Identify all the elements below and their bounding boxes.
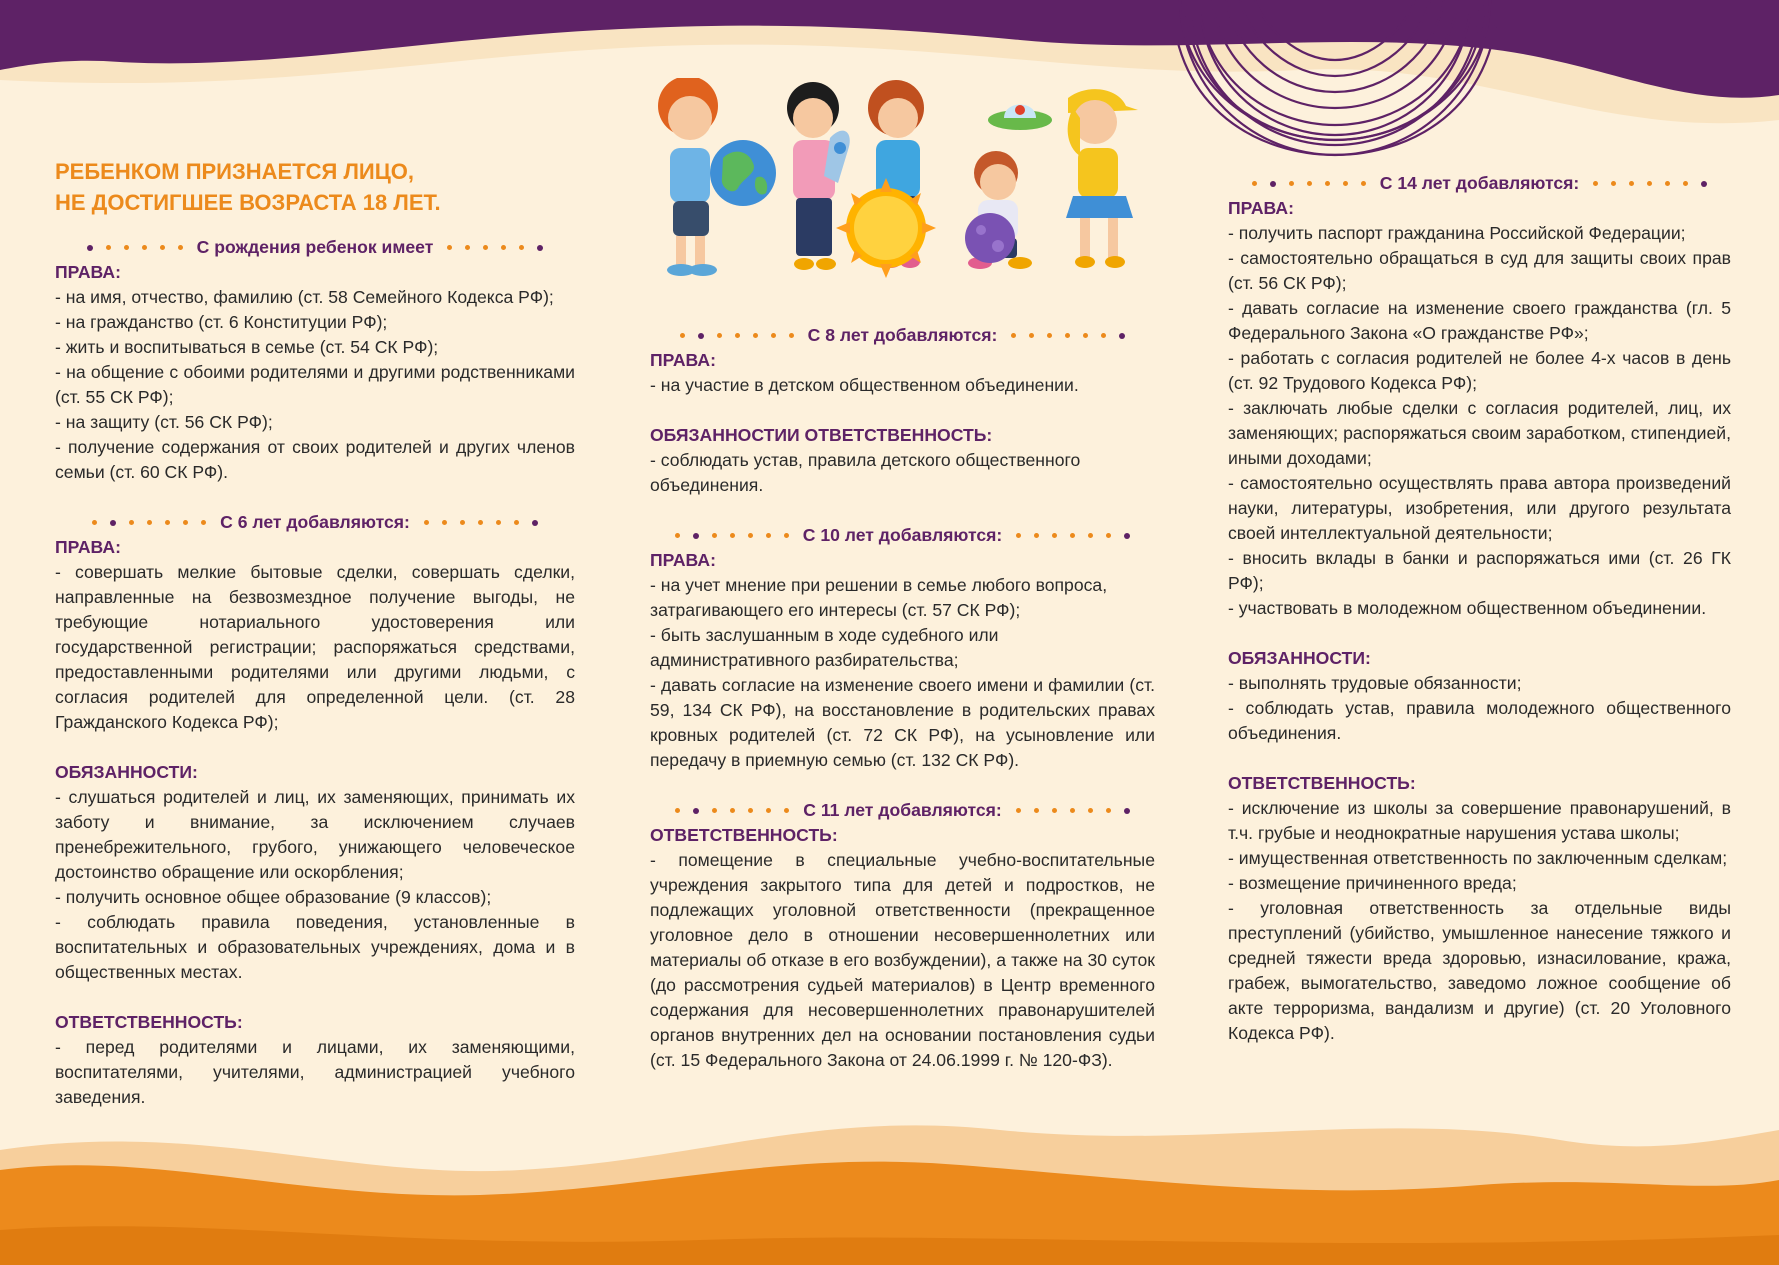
- list-item: - перед родителями и лицами, их заменяющими, воспитателями, учителями, администрацией учебного заведения.: [55, 1037, 575, 1107]
- list-item: - имущественная ответственность по заключенным сделкам;: [1228, 848, 1728, 868]
- list-item: - возмещение причиненного вреда;: [1228, 873, 1517, 893]
- age8-rights-label: ПРАВА:: [650, 350, 716, 370]
- planet-icon: [965, 213, 1015, 263]
- section-age10-heading: [650, 523, 1155, 548]
- list-item: - жить и воспитываться в семье (ст. 54 СК РФ);: [55, 337, 439, 357]
- headline-line-1: РЕБЕНКОМ ПРИЗНАЕТСЯ ЛИЦО,: [55, 159, 415, 184]
- middle-column: [650, 323, 1155, 1073]
- section-age8-heading: [650, 323, 1155, 348]
- main-headline: [55, 156, 575, 218]
- list-item: - на общение с обоими родителями и другими родственниками (ст. 55 СК РФ);: [55, 362, 575, 407]
- section-age11-title: С 11 лет добавляются:: [803, 800, 1002, 820]
- section-age14-heading: [1228, 171, 1731, 196]
- list-item: - выполнять трудовые обязанности;: [1228, 673, 1522, 693]
- list-item: - работать с согласия родителей не более 4-х часов в день (ст. 92 Трудового Кодекса РФ);: [1228, 348, 1731, 393]
- age14-rights-label: ПРАВА:: [1228, 198, 1294, 218]
- section-birth-heading: [55, 235, 575, 260]
- dots-left: [675, 808, 789, 814]
- age6-resp-label: ОТВЕТСТВЕННОСТЬ:: [55, 1012, 243, 1032]
- girl-figure-4: [1066, 89, 1138, 268]
- dots-right: [447, 245, 543, 251]
- age6-rights-label: ПРАВА:: [55, 537, 121, 557]
- headline-line-2: НЕ ДОСТИГШЕЕ ВОЗРАСТА 18 ЛЕТ.: [55, 190, 441, 215]
- list-item: - уголовная ответственность за отдельные виды преступлений (убийство, умышленное нанесение тяжкого и средней тяжести вреда здоровью, изнасилование, кража, грабеж, вымогательство, заведомо ложное сообщение об акте терроризма, вандализм и другие) (ст. 20 Уголовного Кодекса РФ).: [1228, 898, 1731, 1043]
- list-item: - на имя, отчество, фамилию (ст. 58 Семейного Кодекса РФ);: [55, 287, 554, 307]
- list-item: - давать согласие на изменение своего гражданства (гл. 5 Федерального Закона «О гражданстве РФ»;: [1228, 298, 1731, 343]
- age8-duties-label: ОБЯЗАННОСТИИ ОТВЕТСТВЕННОСТЬ:: [650, 425, 993, 445]
- list-item: - совершать мелкие бытовые сделки, совершать сделки, направленные на безвозмездное получение выгоды, не требующие нотариального удостоверения или государственной регистрации; распоряжаться средствами, предоставленными родителями или другими людьми, с согласия родителей для определенной цели. (ст. 28 Гражданского Кодекса РФ);: [55, 562, 575, 732]
- list-item: - вносить вклады в банки и распоряжаться ими (ст. 26 ГК РФ);: [1228, 548, 1731, 593]
- section-age8-title: С 8 лет добавляются:: [807, 325, 998, 345]
- left-column: [55, 156, 575, 1110]
- birth-rights-label: ПРАВА:: [55, 262, 121, 282]
- age11-resp-label: ОТВЕТСТВЕННОСТЬ:: [650, 825, 838, 845]
- section-age10-title: С 10 лет добавляются:: [802, 525, 1003, 545]
- age6-duties-label: ОБЯЗАННОСТИ:: [55, 762, 198, 782]
- section-age6-heading: [55, 510, 575, 535]
- ufo-icon: [988, 105, 1052, 131]
- boy-figure: [658, 78, 718, 276]
- list-item: - давать согласие на изменение своего имени и фамилии (ст. 59, 134 СК РФ), на восстановление в родительских правах кровных родителей (ст. 72 СК РФ), на усыновление или передачу в приемную семью (ст. 132 СК РФ).: [650, 675, 1155, 770]
- list-item: - на гражданство (ст. 6 Конституции РФ);: [55, 312, 388, 332]
- dots-left: [680, 333, 794, 339]
- dots-right: [424, 520, 538, 526]
- list-item: - получение содержания от своих родителей и других членов семьи (ст. 60 СК РФ).: [55, 437, 575, 482]
- list-item: - самостоятельно осуществлять права автора произведений науки, литературы, изобретения, или другого результата своей интеллектуальной деятельности;: [1228, 473, 1731, 543]
- dots-left: [675, 533, 789, 539]
- section-birth-title: С рождения ребенок имеет: [196, 237, 434, 257]
- sun-icon: [836, 178, 936, 278]
- dots-right: [1011, 333, 1125, 339]
- section-age14-title: С 14 лет добавляются:: [1379, 173, 1580, 193]
- dots-left: [87, 245, 183, 251]
- list-item: - на учет мнение при решении в семье любого вопроса, затрагивающего его интересы (ст. 57 СК РФ);: [650, 575, 1108, 620]
- section-age11-heading: [650, 798, 1155, 823]
- dots-right: [1016, 533, 1130, 539]
- section-age6-title: С 6 лет добавляются:: [220, 512, 410, 532]
- kids-illustration: [648, 78, 1168, 288]
- list-item: - получить паспорт гражданина Российской Федерации;: [1228, 223, 1686, 243]
- age10-rights-label: ПРАВА:: [650, 550, 716, 570]
- list-item: - исключение из школы за совершение правонарушений, в т.ч. грубые и неоднократные нарушения устава школы;: [1228, 798, 1731, 843]
- list-item: - на защиту (ст. 56 СК РФ);: [55, 412, 273, 432]
- list-item: - быть заслушанным в ходе судебного или административного разбирательства;: [650, 625, 999, 670]
- list-item: - соблюдать правила поведения, установленные в воспитательных и образовательных учреждениях, дома и в общественных местах.: [55, 912, 575, 982]
- list-item: - помещение в специальные учебно-воспитательные учреждения закрытого типа для детей и подростков, не подлежащих уголовной ответственности (прекращенное уголовное дело в отношении несовершеннолетних или материалы об отказе в его возбуждении), а также на 30 суток (до рассмотрения судьей материалов) в Центр временного содержания для несовершеннолетних правонарушителей органов внутренних дел на основании постановления судьи (ст. 15 Федерального Закона от 24.06.1999 г. № 120-ФЗ).: [650, 850, 1155, 1070]
- list-item: - слушаться родителей и лиц, их заменяющих, принимать их заботу и внимание, за исключением случаев пренебрежительного, грубого, унижающего человеческое достоинство обращение или оскорбления;: [55, 787, 575, 882]
- dots-right: [1593, 181, 1707, 187]
- list-item: - на участие в детском общественном объединении.: [650, 375, 1079, 395]
- dots-left: [92, 520, 206, 526]
- list-item: - соблюдать устав, правила детского общественного объединения.: [650, 450, 1081, 495]
- list-item: - получить основное общее образование (9 классов);: [55, 887, 492, 907]
- right-column: [1228, 171, 1731, 1046]
- list-item: - заключать любые сделки с согласия родителей, лиц, их заменяющих; распоряжаться своим заработком, стипендией, иными доходами;: [1228, 398, 1731, 468]
- dots-right: [1016, 808, 1130, 814]
- globe-icon: [710, 140, 776, 206]
- dots-left: [1252, 181, 1366, 187]
- list-item: - участвовать в молодежном общественном объединении.: [1228, 598, 1707, 618]
- list-item: - соблюдать устав, правила молодежного общественного объединения.: [1228, 698, 1731, 743]
- age14-duties-label: ОБЯЗАННОСТИ:: [1228, 648, 1371, 668]
- list-item: - самостоятельно обращаться в суд для защиты своих прав (ст. 56 СК РФ);: [1228, 248, 1731, 293]
- age14-resp-label: ОТВЕТСТВЕННОСТЬ:: [1228, 773, 1416, 793]
- rocket-icon: [824, 131, 850, 183]
